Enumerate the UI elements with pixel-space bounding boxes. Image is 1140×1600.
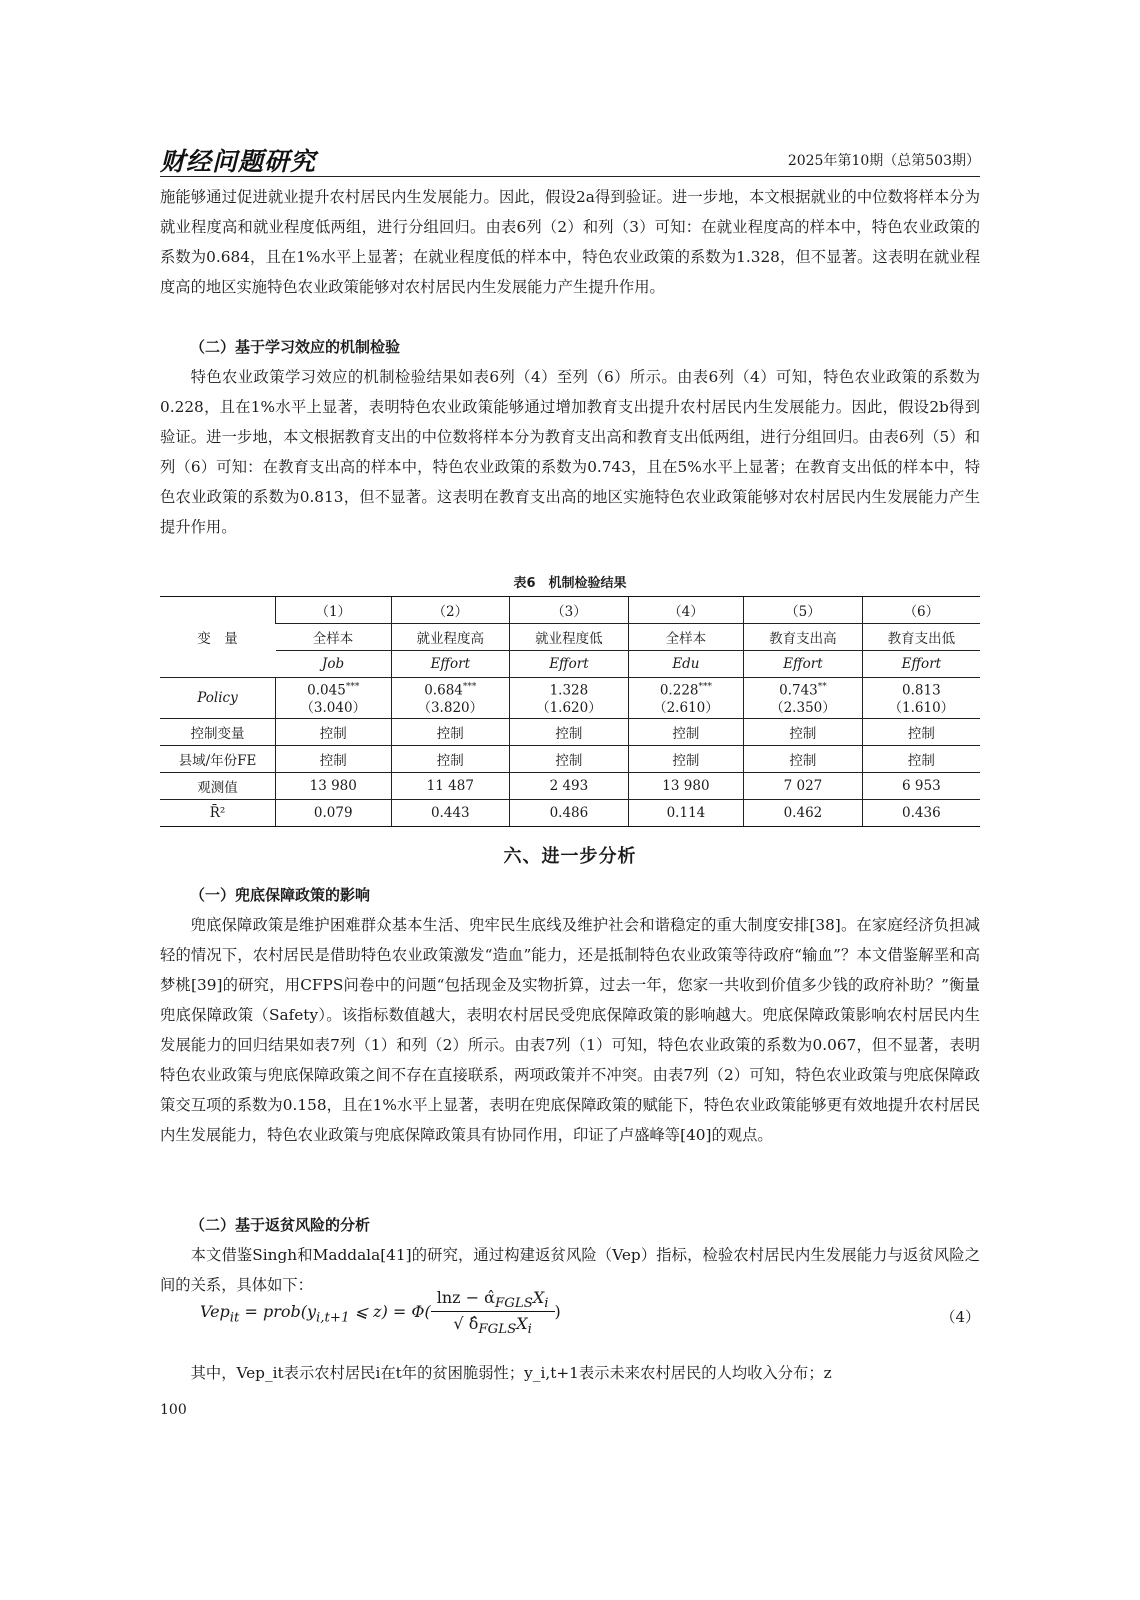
table-cell: 控制 bbox=[510, 719, 629, 746]
table-cell: 13 980 bbox=[276, 773, 392, 800]
table-cell: 控制 bbox=[628, 719, 743, 746]
body-text: 特色农业政策学习效应的机制检验结果如表6列（4）至列（6）所示。由表6列（4）可知，特色农业政策的系数为0.228，且在1%水平上显著，表明特色农业政策能够通过增加教育支出提升农村居民内生发展能力。因此，假设2b得到验证。进一步地，本文根据教育支出的中位数将样本分为教育支出高和教育支出低两组，进行分组回归。由表6列（5）和列（6）可知：在教育支出高的样本中，特色农业政策的系数为0.743，且在5%水平上显著；在教育支出低的样本中，特色农业政策的系数为0.813，但不显著。这表明在教育支出高的地区实施特色农业政策能够对农村居民内生发展能力产生提升作用。 bbox=[160, 368, 980, 536]
page bbox=[160, 0, 980, 1600]
table-row bbox=[160, 651, 980, 678]
var-header: 变 量 bbox=[160, 597, 276, 678]
coef: 1.328 bbox=[549, 682, 589, 699]
section-6-heading bbox=[160, 842, 980, 868]
table-cell: 6 953 bbox=[862, 773, 980, 800]
eq-close: ) bbox=[554, 1302, 561, 1322]
issue-info: 2025年第10期（总第503期） bbox=[787, 153, 980, 169]
subsection-61-heading bbox=[160, 880, 980, 910]
table-row-policy bbox=[160, 678, 980, 719]
equation-body bbox=[200, 1288, 561, 1337]
table-cell: 0.114 bbox=[628, 800, 743, 827]
eq-lhs: Vep bbox=[200, 1302, 230, 1322]
eq-fraction bbox=[431, 1288, 555, 1337]
col-group: 教育支出低 bbox=[862, 624, 980, 651]
eq-num-x: X bbox=[532, 1288, 545, 1307]
eq-den-sub: FGLS bbox=[478, 1322, 517, 1338]
t-stat: （2.610） bbox=[653, 699, 719, 716]
row-label: 控制变量 bbox=[160, 719, 276, 746]
col-group: 全样本 bbox=[276, 624, 392, 651]
col-group: 就业程度低 bbox=[510, 624, 629, 651]
table-cell: 7 027 bbox=[744, 773, 863, 800]
eq-mid-sub: i,t+1 bbox=[316, 1310, 350, 1326]
subsection-62-heading bbox=[160, 1210, 980, 1240]
stars: *** bbox=[462, 682, 477, 693]
t-stat: （1.620） bbox=[536, 699, 602, 716]
table-row-obs bbox=[160, 773, 980, 800]
col-depvar: Effort bbox=[510, 651, 629, 678]
policy-cell bbox=[391, 678, 510, 719]
col-number: （5） bbox=[744, 597, 863, 624]
table-cell: 0.462 bbox=[744, 800, 863, 827]
body-text: 其中，Vep_it表示农村居民i在t年的贫困脆弱性；y_i,t+1表示未来农村居民的人均收入分布；z bbox=[190, 1364, 832, 1382]
equation-4 bbox=[160, 1288, 980, 1348]
paragraph-5 bbox=[160, 1358, 980, 1388]
table-cell: 控制 bbox=[744, 719, 863, 746]
row-label: Policy bbox=[160, 678, 276, 719]
col-group: 教育支出高 bbox=[744, 624, 863, 651]
eq-numerator bbox=[431, 1288, 555, 1312]
body-text: 本文借鉴Singh和Maddala[41]的研究，通过构建返贫风险（Vep）指标，检验农村居民内生发展能力与返贫风险之间的关系，具体如下： bbox=[160, 1246, 980, 1294]
results-table bbox=[160, 596, 980, 827]
row-label: 观测值 bbox=[160, 773, 276, 800]
table-cell: 控制 bbox=[744, 746, 863, 773]
table-cell: 11 487 bbox=[391, 773, 510, 800]
table-row-r2 bbox=[160, 800, 980, 827]
col-number: （3） bbox=[510, 597, 629, 624]
table-cell: 0.079 bbox=[276, 800, 392, 827]
t-stat: （3.820） bbox=[417, 699, 484, 716]
page-number: 100 bbox=[160, 1402, 187, 1418]
policy-cell bbox=[510, 678, 629, 719]
table-cell: 0.443 bbox=[391, 800, 510, 827]
eq-num-sub: FGLS bbox=[494, 1296, 533, 1312]
eq-denominator bbox=[431, 1312, 555, 1337]
table-cell: 控制 bbox=[862, 746, 980, 773]
eq-mid: = prob(y bbox=[239, 1302, 317, 1322]
coef: 0.813 bbox=[902, 682, 941, 699]
table-cell: 控制 bbox=[391, 746, 510, 773]
running-header bbox=[160, 142, 980, 177]
policy-cell bbox=[744, 678, 863, 719]
table-title bbox=[160, 572, 980, 591]
eq-mid2: ⩽ z) = Φ( bbox=[349, 1302, 431, 1322]
policy-cell bbox=[862, 678, 980, 719]
col-depvar: Effort bbox=[862, 651, 980, 678]
coef: 0.045 bbox=[307, 682, 346, 699]
equation-number: （4） bbox=[940, 1308, 980, 1326]
table-caption: 表6 机制检验结果 bbox=[513, 576, 627, 591]
table-cell: 控制 bbox=[628, 746, 743, 773]
policy-cell bbox=[276, 678, 392, 719]
table-row-controls bbox=[160, 719, 980, 746]
eq-lhs-sub: it bbox=[229, 1310, 240, 1326]
paragraph-2 bbox=[160, 362, 980, 542]
stars: *** bbox=[698, 682, 712, 693]
eq-den-x-sub: i bbox=[527, 1322, 532, 1338]
col-depvar: Edu bbox=[628, 651, 743, 678]
col-group: 就业程度高 bbox=[391, 624, 510, 651]
body-text: 施能够通过促进就业提升农村居民内生发展能力。因此，假设2a得到验证。进一步地，本文根据就业的中位数将样本分为就业程度高和就业程度低两组，进行分组回归。由表6列（2）和列（3）可知：在就业程度高的样本中，特色农业政策的系数为0.684，且在1%水平上显著；在就业程度低的样本中，特色农业政策的系数为1.328，但不显著。这表明在就业程度高的地区实施特色农业政策能够对农村居民内生发展能力产生提升作用。 bbox=[160, 188, 980, 296]
table-cell: 0.486 bbox=[510, 800, 629, 827]
t-stat: （1.610） bbox=[888, 699, 955, 716]
table-row bbox=[160, 624, 980, 651]
table-cell: 控制 bbox=[276, 719, 392, 746]
table-cell: 控制 bbox=[276, 746, 392, 773]
stars: ** bbox=[817, 682, 827, 693]
table-cell: 2 493 bbox=[510, 773, 629, 800]
col-number: （6） bbox=[862, 597, 980, 624]
table-row-fe bbox=[160, 746, 980, 773]
col-number: （1） bbox=[276, 597, 392, 624]
eq-den-text: √ δ̂ bbox=[453, 1314, 479, 1334]
subsection-title: （一）兜底保障政策的影响 bbox=[190, 886, 371, 904]
row-label: R̄² bbox=[160, 800, 276, 827]
body-text: 兜底保障政策是维护困难群众基本生活、兜牢民生底线及维护社会和谐稳定的重大制度安排[38]。在家庭经济负担减轻的情况下，农村居民是借助特色农业政策激发“造血”能力，还是抵制特色农业政策等待政府“输血”？本文借鉴解垩和高梦桃[39]的研究，用CFPS问卷中的问题“包括现金及实物折算，过去一年，您家一共收到价值多少钱的政府补助？”衡量兜底保障政策（Safety）。该指标数值越大，表明农村居民受兜底保障政策的影响越大。兜底保障政策影响农村居民内生发展能力的回归结果如表7列（1）和列（2）所示。由表7列（1）可知，特色农业政策的系数为0.067，但不显著，表明特色农业政策与兜底保障政策之间不存在直接联系，两项政策并不冲突。由表7列（2）可知，特色农业政策与兜底保障政策交互项的系数为0.158，且在1%水平上显著，表明在兜底保障政策的赋能下，特色农业政策能够更有效地提升农村居民内生发展能力，特色农业政策与兜底保障政策具有协同作用，印证了卢盛峰等[40]的观点。 bbox=[160, 916, 980, 1144]
eq-den-x: X bbox=[516, 1314, 528, 1334]
col-number: （4） bbox=[628, 597, 743, 624]
table-cell: 13 980 bbox=[628, 773, 743, 800]
table-cell: 0.436 bbox=[862, 800, 980, 827]
coef: 0.684 bbox=[424, 682, 463, 699]
results-table-wrap bbox=[160, 596, 980, 827]
t-stat: （3.040） bbox=[300, 699, 367, 716]
row-label: 县域/年份FE bbox=[160, 746, 276, 773]
table-row bbox=[160, 597, 980, 624]
col-number: （2） bbox=[391, 597, 510, 624]
stars: *** bbox=[345, 682, 360, 693]
t-stat: （2.350） bbox=[770, 699, 836, 716]
paragraph-3 bbox=[160, 910, 980, 1150]
table-cell: 控制 bbox=[510, 746, 629, 773]
eq-num-text: lnz − α̂ bbox=[436, 1288, 495, 1307]
subsection-2-heading bbox=[160, 332, 980, 362]
section-title: 六、进一步分析 bbox=[503, 846, 637, 867]
paragraph-1 bbox=[160, 182, 980, 302]
col-depvar: Effort bbox=[391, 651, 510, 678]
subsection-title: （二）基于学习效应的机制检验 bbox=[190, 338, 401, 356]
subsection-title: （二）基于返贫风险的分析 bbox=[190, 1216, 371, 1234]
col-group: 全样本 bbox=[628, 624, 743, 651]
col-depvar: Job bbox=[276, 651, 392, 678]
col-depvar: Effort bbox=[744, 651, 863, 678]
coef: 0.743 bbox=[779, 682, 818, 699]
coef: 0.228 bbox=[659, 682, 699, 699]
table-cell: 控制 bbox=[391, 719, 510, 746]
journal-logo: 财经问题研究 bbox=[160, 147, 317, 176]
policy-cell bbox=[628, 678, 743, 719]
eq-num-x-sub: i bbox=[544, 1296, 549, 1312]
table-cell: 控制 bbox=[862, 719, 980, 746]
